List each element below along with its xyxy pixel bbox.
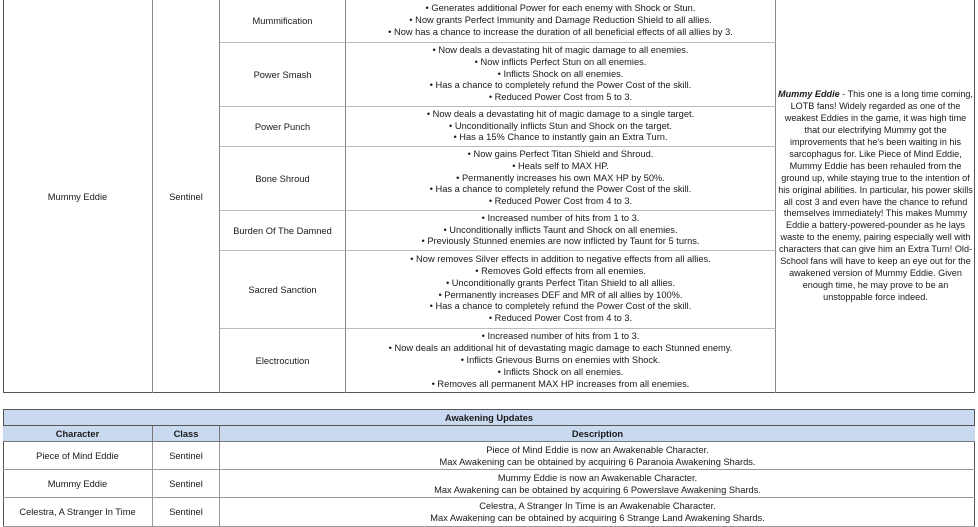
skill-description-line: • Now inflicts Perfect Stun on all enemies.	[474, 56, 647, 67]
description-line: Max Awakening can be obtained by acquiring 6 Paranoia Awakening Shards.	[439, 456, 756, 467]
skill-description-line: • Reduced Power Cost from 4 to 3.	[488, 196, 633, 207]
skill-description-line: • Heals self to MAX HP.	[512, 160, 609, 171]
skill-description-line: • Inflicts Shock on all enemies.	[497, 366, 624, 377]
character-name: Mummy Eddie	[3, 0, 153, 393]
awakening-row-character: Mummy Eddie	[3, 470, 153, 498]
skill-description-line: • Permanently increases DEF and MR of all allies by 100%.	[438, 289, 683, 300]
skill-description	[346, 107, 776, 147]
skill-description-line: • Has a chance to completely refund the Power Cost of the skill.	[429, 184, 692, 195]
skill-description-line: • Now grants Perfect Immunity and Damage Reduction Shield to all allies.	[409, 15, 712, 26]
header-description: Description	[220, 426, 975, 442]
skill-description-line: • Unconditionally inflicts Taunt and Shock on all enemies.	[443, 224, 678, 235]
skill-name: Bone Shroud	[220, 147, 346, 211]
comment-name: Mummy Eddie	[778, 89, 840, 100]
skill-name: Sacred Sanction	[220, 251, 346, 329]
description-line: Max Awakening can be obtained by acquiring 6 Strange Land Awakening Shards.	[430, 513, 765, 523]
skill-description-line: • Removes all permanent MAX HP increases from all enemies.	[431, 378, 690, 389]
skill-description-line: • Unconditionally grants Perfect Titan Shield to all allies.	[445, 277, 676, 288]
awakening-row-description	[220, 498, 975, 527]
skill-description	[346, 251, 776, 329]
skill-description-line: • Has a chance to completely refund the Power Cost of the skill.	[429, 301, 692, 312]
awakening-title: Awakening Updates	[3, 409, 975, 426]
character-class: Sentinel	[153, 0, 220, 393]
awakening-row-class: Sentinel	[153, 498, 220, 527]
header-class: Class	[153, 426, 220, 442]
skill-description-line: • Generates additional Power for each enemy with Shock or Stun.	[425, 3, 696, 14]
skill-description-line: • Now deals a devastating hit of magic damage to a single target.	[426, 108, 695, 119]
skill-description-line: • Now deals an additional hit of devastating magic damage to each Stunned enemy.	[388, 343, 733, 354]
skill-description	[346, 147, 776, 211]
skill-description-line: • Increased number of hits from 1 to 3.	[481, 331, 640, 342]
skill-name: Power Smash	[220, 43, 346, 107]
skill-description-line: • Permanently increases his own MAX HP by 50%.	[456, 172, 665, 183]
skill-name: Electrocution	[220, 329, 346, 393]
skill-name: Power Punch	[220, 107, 346, 147]
skill-description-line: • Has a chance to completely refund the Power Cost of the skill.	[429, 80, 692, 91]
skill-description-line: • Reduced Power Cost from 4 to 3.	[488, 313, 633, 324]
skill-description-line: • Removes Gold effects from all enemies.	[475, 265, 646, 276]
skill-description	[346, 211, 776, 251]
skill-description-line: • Unconditionally inflicts Stun and Shock on the target.	[449, 120, 672, 131]
awakening-row-class: Sentinel	[153, 470, 220, 498]
header-character: Character	[3, 426, 153, 442]
skill-description-line: • Increased number of hits from 1 to 3.	[481, 212, 640, 223]
skill-description-line: • Now gains Perfect Titan Shield and Shroud.	[467, 148, 654, 159]
description-line: Piece of Mind Eddie is now an Awakenable Character.	[486, 444, 709, 455]
awakening-row-description	[220, 442, 975, 470]
awakening-row-description	[220, 470, 975, 498]
awakening-row-class: Sentinel	[153, 442, 220, 470]
skill-description-line: • Has a 15% Chance to instantly gain an Extra Turn.	[453, 132, 668, 143]
skill-description-line: • Now removes Silver effects in addition to negative effects from all allies.	[410, 253, 711, 264]
awakening-row-character: Piece of Mind Eddie	[3, 442, 153, 470]
description-line: Max Awakening can be obtained by acquiring 6 Powerslave Awakening Shards.	[434, 484, 761, 495]
awakening-row-character: Celestra, A Stranger In Time	[3, 498, 153, 527]
skill-description-line: • Previously Stunned enemies are now inflicted by Taunt for 5 turns.	[421, 236, 700, 247]
skill-description	[346, 0, 776, 43]
skill-description	[346, 329, 776, 393]
skill-name: Mummification	[220, 0, 346, 43]
description-line: Celestra, A Stranger In Time is an Awakenable Character.	[479, 501, 716, 511]
skill-description-line: • Now deals a devastating hit of magic damage to all enemies.	[432, 44, 689, 55]
skill-description	[346, 43, 776, 107]
skill-description-line: • Reduced Power Cost from 5 to 3.	[488, 92, 633, 103]
skill-name: Burden Of The Damned	[220, 211, 346, 251]
skill-description-line: • Inflicts Shock on all enemies.	[497, 68, 624, 79]
designer-comment	[776, 0, 975, 393]
skill-description-line: • Inflicts Grievous Burns on enemies with Shock.	[460, 355, 661, 366]
skill-description-line: • Now has a chance to increase the duration of all beneficial effects of all allies by 3.	[388, 26, 733, 37]
description-line: Mummy Eddie is now an Awakenable Character.	[497, 472, 698, 483]
comment-text: - This one is a long time coming, LOTB fans! Widely regarded as one of the weakest Eddies in the game, it was high time that our electrifying Mummy got the improvements that he's been waiting in his sarcophagus for. Like Piece of Mind Eddie, Mummy Eddie has been rehauled from the ground up, while staying true to the intention of his original abilities. In particular, his power skills all cost 3 and even have the chance to refund themselves immediately! This makes Mummy Eddie a battery-powered-pounder as he lays waste to the enemy, pairing especially well with characters that can give him an Extra Turn! Old-School fans will have to keep an eye out for the awakened version of Mummy Eddie. Given enough time, he may prove to be an unstoppable force indeed.	[778, 89, 973, 302]
